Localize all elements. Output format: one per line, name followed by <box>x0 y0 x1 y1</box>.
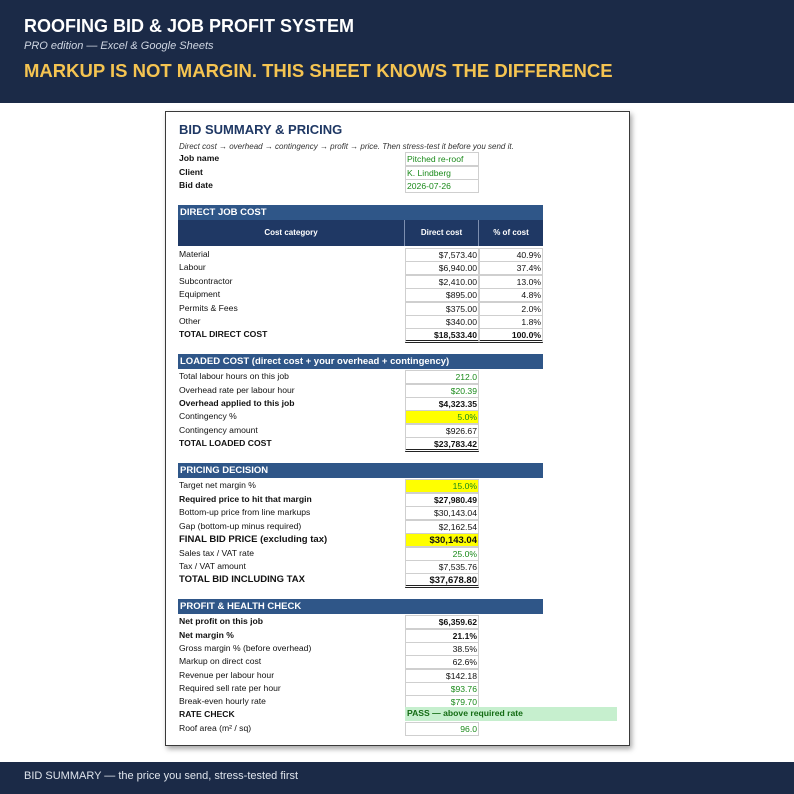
bottom-up-price-label: Bottom-up price from line markups <box>179 507 311 517</box>
direct-row-cost[interactable]: $2,410.00 <box>405 275 479 289</box>
direct-row-label: Other <box>179 316 201 326</box>
footer-caption: BID SUMMARY — the price you send, stress-tested first <box>24 770 299 782</box>
overhead-applied-label: Overhead applied to this job <box>179 398 295 408</box>
total-loaded-cost-value: $23,783.42 <box>405 437 479 452</box>
total-direct-cost-pct: 100.0% <box>479 328 543 343</box>
roof-area-input[interactable]: 96.0 <box>405 722 479 736</box>
sheet-title: BID SUMMARY & PRICING <box>179 122 343 137</box>
sheet-description: Direct cost → overhead → contingency → profit → price. Then stress-test it before you send it. <box>179 142 514 151</box>
direct-row-cost[interactable]: $340.00 <box>405 315 479 329</box>
direct-row-pct: 2.0% <box>479 302 543 316</box>
break-even-rate-value: $79.70 <box>405 695 479 709</box>
direct-row-pct: 37.4% <box>479 261 543 275</box>
markup-label: Markup on direct cost <box>179 656 262 666</box>
labour-hours-input[interactable]: 212.0 <box>405 370 479 384</box>
contingency-pct-input[interactable]: 5.0% <box>405 410 479 424</box>
total-loaded-cost-label: TOTAL LOADED COST <box>179 438 272 448</box>
break-even-rate-label: Break-even hourly rate <box>179 696 266 706</box>
direct-row-cost[interactable]: $7,573.40 <box>405 248 479 262</box>
tagline: MARKUP IS NOT MARGIN. THIS SHEET KNOWS THE DIFFERENCE <box>24 60 613 81</box>
direct-row-cost[interactable]: $895.00 <box>405 288 479 302</box>
net-margin-value: 21.1% <box>405 629 479 643</box>
contingency-pct-label: Contingency % <box>179 411 237 421</box>
contingency-amount-value: $926.67 <box>405 424 479 438</box>
total-direct-cost-value: $18,533.40 <box>405 328 479 343</box>
net-profit-label: Net profit on this job <box>179 616 264 626</box>
col-category-header: Cost category <box>178 220 405 246</box>
bid-date-label: Bid date <box>179 180 213 190</box>
direct-row-label: Material <box>179 249 210 259</box>
required-sell-rate-value: $93.76 <box>405 682 479 696</box>
labour-hours-label: Total labour hours on this job <box>179 371 289 381</box>
gap-value: $2,162.54 <box>405 520 479 534</box>
overhead-rate-input[interactable]: $20.39 <box>405 384 479 398</box>
direct-row-label: Subcontractor <box>179 276 233 286</box>
target-margin-label: Target net margin % <box>179 480 256 490</box>
tax-amount-label: Tax / VAT amount <box>179 561 246 571</box>
job-name-label: Job name <box>179 153 220 163</box>
edition-subtitle: PRO edition — Excel & Google Sheets <box>24 40 214 52</box>
rate-check-status: PASS — above required rate <box>405 707 617 721</box>
job-name-input[interactable]: Pitched re-roof <box>405 152 479 166</box>
gross-margin-value: 38.5% <box>405 642 479 656</box>
direct-row-pct: 40.9% <box>479 248 543 262</box>
col-direct-cost-header: Direct cost <box>405 220 479 246</box>
direct-row-label: Permits & Fees <box>179 303 238 313</box>
bottom-up-price-value: $30,143.04 <box>405 506 479 520</box>
tax-amount-value: $7,535.76 <box>405 560 479 574</box>
tax-rate-label: Sales tax / VAT rate <box>179 548 254 558</box>
direct-row-pct: 4.8% <box>479 288 543 302</box>
spreadsheet-page <box>165 111 630 746</box>
contingency-amount-label: Contingency amount <box>179 425 258 435</box>
final-bid-price-input[interactable]: $30,143.04 <box>405 533 479 547</box>
bid-date-input[interactable]: 2026-07-26 <box>405 179 479 193</box>
direct-row-cost[interactable]: $375.00 <box>405 302 479 316</box>
footer-banner <box>0 762 794 794</box>
net-profit-value: $6,359.62 <box>405 615 479 629</box>
col-pct-header: % of cost <box>493 228 529 237</box>
final-bid-price-label: FINAL BID PRICE (excluding tax) <box>179 534 328 545</box>
total-bid-incl-tax-value: $37,678.80 <box>405 573 479 588</box>
required-sell-rate-label: Required sell rate per hour <box>179 683 281 693</box>
markup-value: 62.6% <box>405 655 479 669</box>
client-label: Client <box>179 167 203 177</box>
revenue-per-hour-label: Revenue per labour hour <box>179 670 275 680</box>
profit-health-band: PROFIT & HEALTH CHECK <box>178 599 543 614</box>
app-title: ROOFING BID & JOB PROFIT SYSTEM <box>24 16 355 36</box>
required-price-value: $27,980.49 <box>405 493 479 507</box>
tax-rate-input[interactable]: 25.0% <box>405 547 479 561</box>
direct-row-pct: 1.8% <box>479 315 543 329</box>
header-banner <box>0 0 794 103</box>
rate-check-label: RATE CHECK <box>179 709 235 719</box>
pricing-decision-band: PRICING DECISION <box>178 463 543 478</box>
overhead-applied-value: $4,323.35 <box>405 397 479 411</box>
roof-area-label: Roof area (m² / sq) <box>179 723 252 733</box>
gap-label: Gap (bottom-up minus required) <box>179 521 302 531</box>
direct-row-pct: 13.0% <box>479 275 543 289</box>
total-direct-cost-label: TOTAL DIRECT COST <box>179 329 268 339</box>
client-input[interactable]: K. Lindberg <box>405 166 479 180</box>
direct-row-label: Labour <box>179 262 206 272</box>
required-price-label: Required price to hit that margin <box>179 494 312 504</box>
revenue-per-hour-value: $142.18 <box>405 669 479 683</box>
direct-cost-table-header <box>178 220 543 246</box>
direct-cost-band: DIRECT JOB COST <box>178 205 543 220</box>
direct-row-cost[interactable]: $6,940.00 <box>405 261 479 275</box>
net-margin-label: Net margin % <box>179 630 234 640</box>
loaded-cost-band: LOADED COST (direct cost + your overhead + contingency) <box>178 354 543 369</box>
total-bid-incl-tax-label: TOTAL BID INCLUDING TAX <box>179 574 305 585</box>
gross-margin-label: Gross margin % (before overhead) <box>179 643 312 653</box>
target-margin-input[interactable]: 15.0% <box>405 479 479 493</box>
direct-row-label: Equipment <box>179 289 221 299</box>
overhead-rate-label: Overhead rate per labour hour <box>179 385 295 395</box>
